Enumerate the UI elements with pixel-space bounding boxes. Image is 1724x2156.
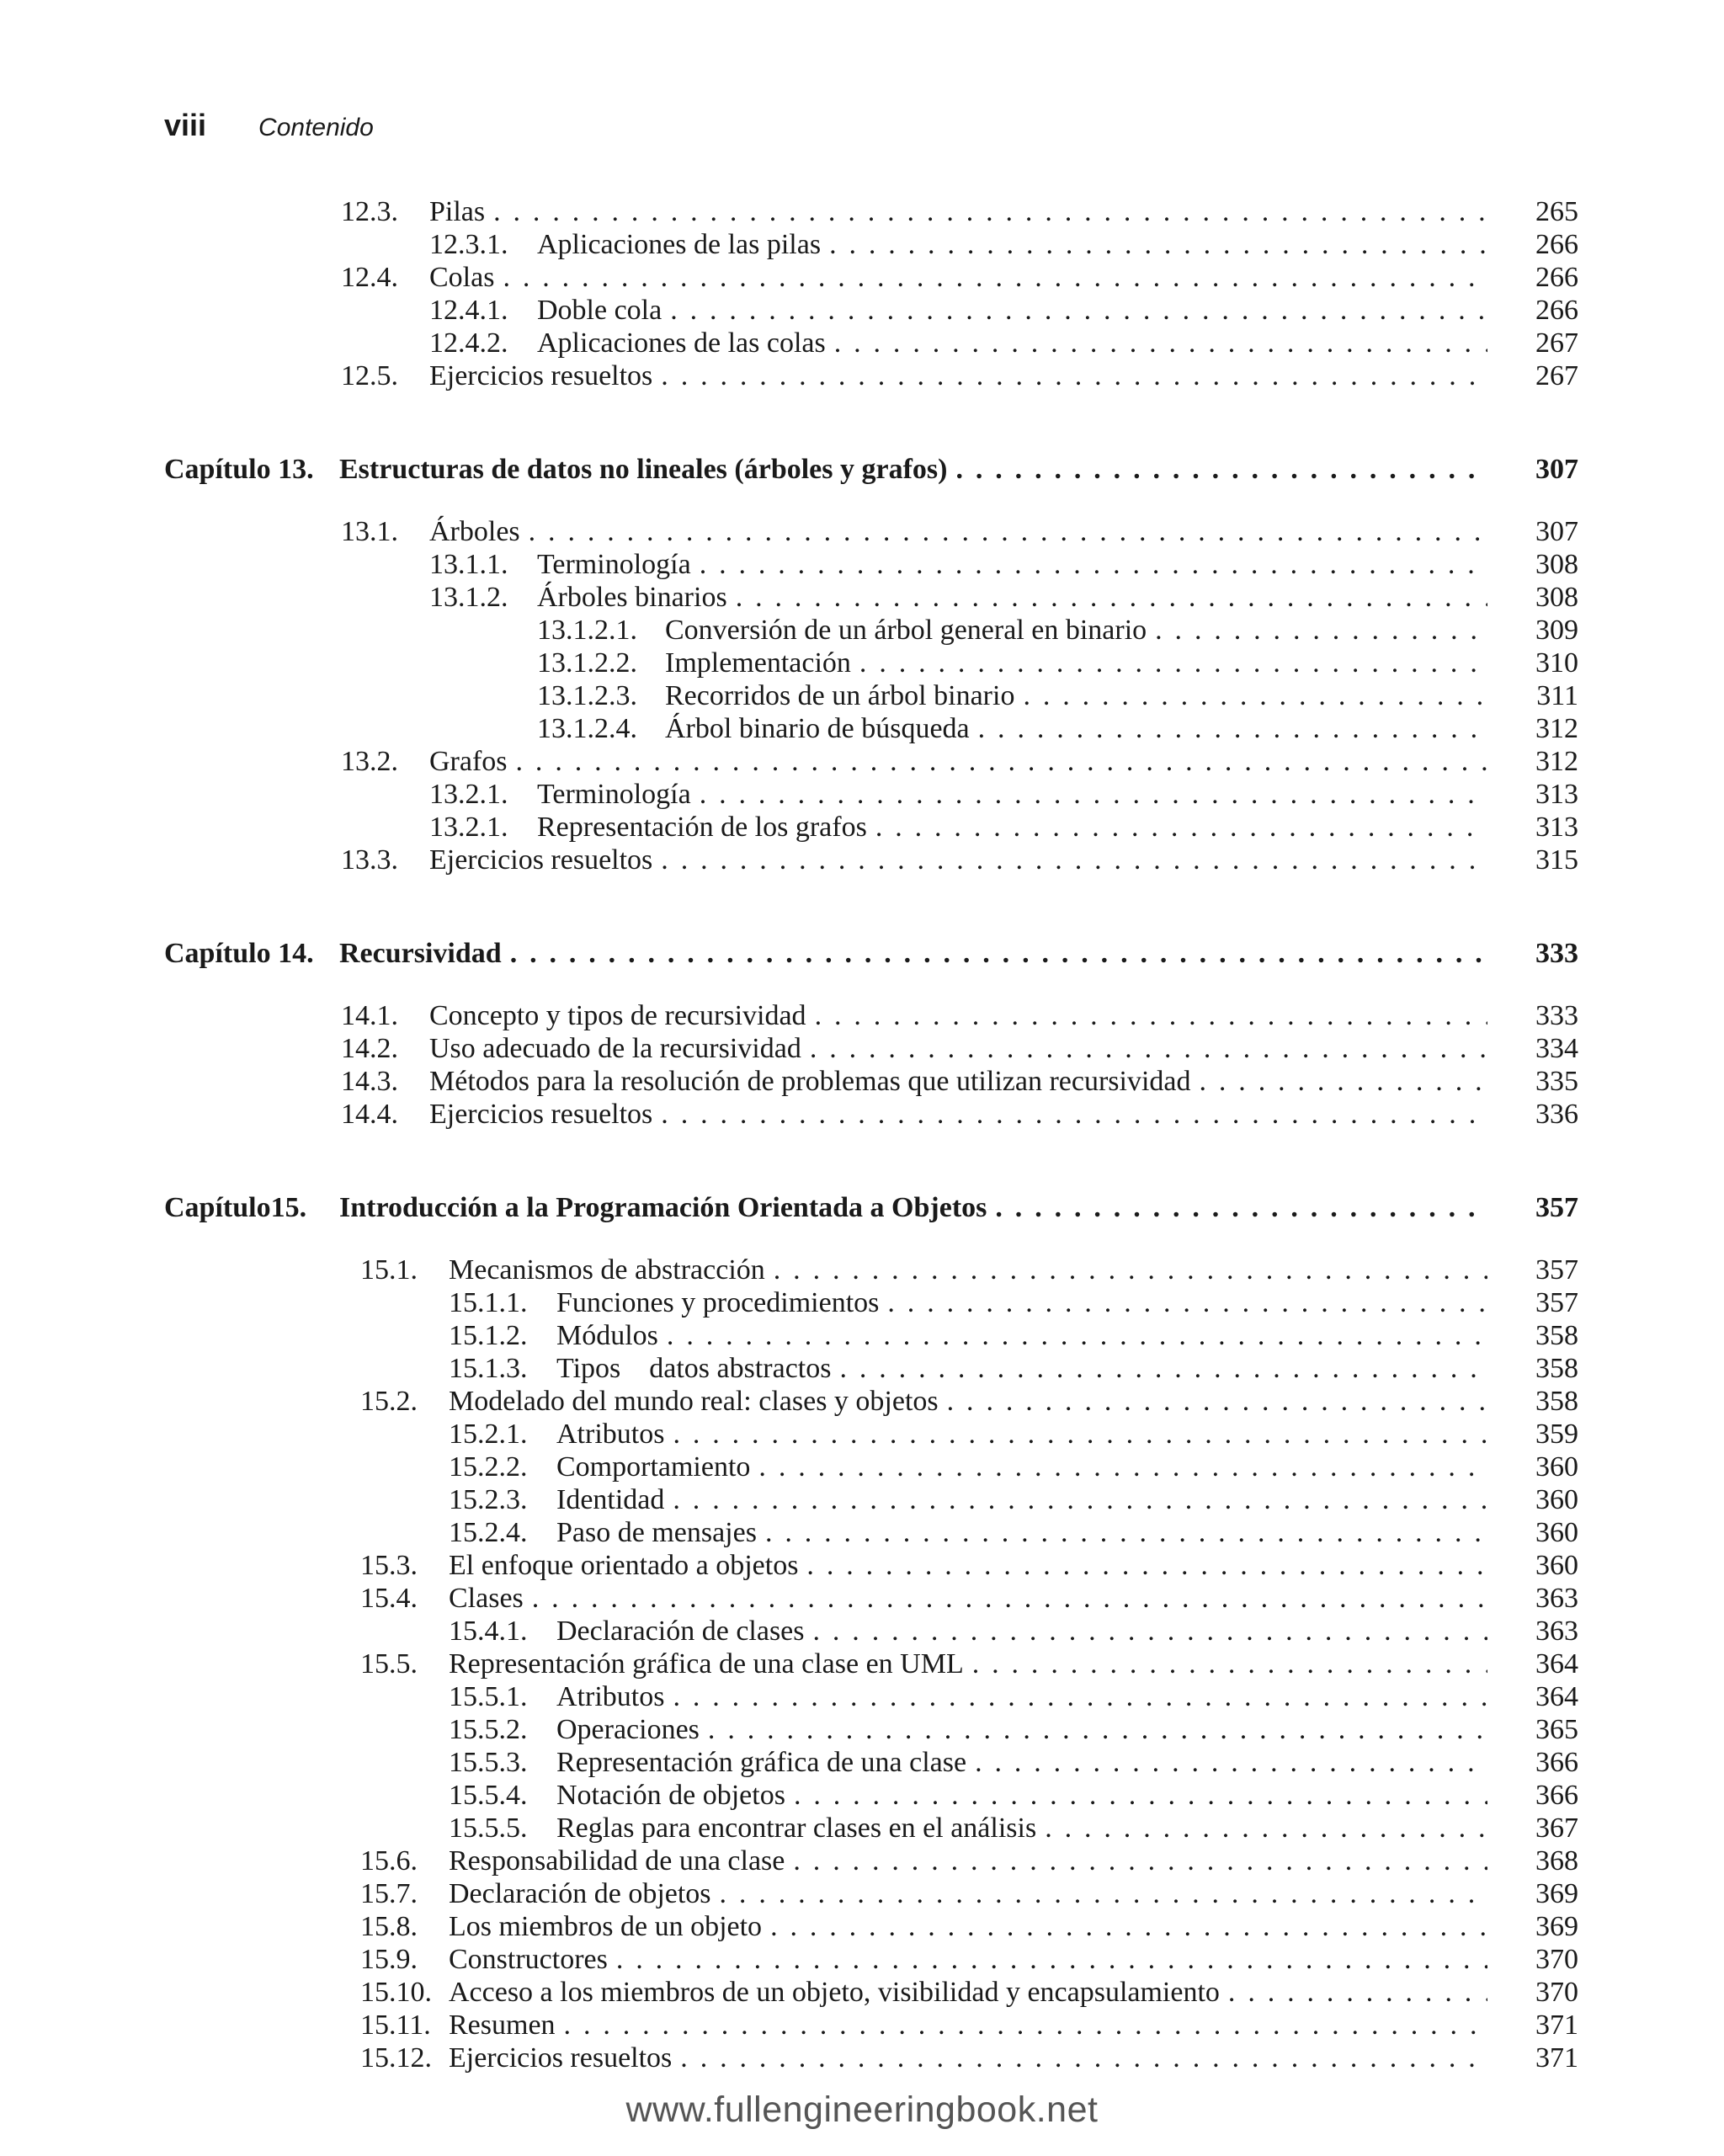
section-title: Implementación xyxy=(665,647,851,679)
title-with-leader xyxy=(556,1483,1487,1516)
dot-leader xyxy=(810,1032,1487,1065)
section-number: 13.1.1. xyxy=(429,549,508,580)
title-with-leader xyxy=(429,745,1487,778)
title-with-leader xyxy=(665,647,1487,679)
section-title: Pilas xyxy=(429,196,486,227)
page-reference: 307 xyxy=(1535,454,1578,485)
section-title: Declaración de clases xyxy=(556,1616,805,1647)
chapter-title: Recursividad xyxy=(339,938,502,969)
section-title: Atributos xyxy=(556,1419,665,1450)
toc-row xyxy=(0,1418,1724,1451)
page-number: viii xyxy=(164,108,207,142)
section-title: Paso de mensajes xyxy=(556,1517,757,1548)
page-reference: 357 xyxy=(1535,1287,1578,1318)
section-title: Colas xyxy=(429,262,495,293)
section-title: Ejercicios resueltos xyxy=(449,2042,673,2073)
section-title: Árboles xyxy=(429,516,520,547)
chapter-number: Capítulo 14. xyxy=(164,938,314,969)
dot-leader xyxy=(720,1877,1487,1910)
section-title: Representación gráfica de una clase en UML xyxy=(449,1648,964,1680)
section-title: Tipos datos abstractos xyxy=(556,1353,832,1384)
section-number: 15.2.1. xyxy=(449,1419,528,1450)
section-number: 13.1.2.4. xyxy=(537,713,637,744)
page-reference: 308 xyxy=(1535,549,1578,580)
section-number: 15.4.1. xyxy=(449,1616,528,1647)
section-number: 15.10. xyxy=(360,1977,432,2008)
title-with-leader xyxy=(556,1615,1487,1648)
page-reference: 358 xyxy=(1535,1320,1578,1351)
toc-row xyxy=(0,712,1724,745)
title-with-leader xyxy=(537,228,1487,261)
toc-row xyxy=(0,1746,1724,1779)
section-title: Clases xyxy=(449,1583,524,1614)
page-reference: 357 xyxy=(1535,1254,1578,1286)
title-with-leader xyxy=(429,1065,1487,1098)
dot-leader xyxy=(793,1845,1487,1877)
page-reference: 360 xyxy=(1535,1484,1578,1515)
page-reference: 312 xyxy=(1535,746,1578,777)
title-with-leader xyxy=(556,1680,1487,1713)
toc-row xyxy=(0,359,1724,392)
title-with-leader xyxy=(339,937,1487,970)
page-reference: 360 xyxy=(1535,1451,1578,1483)
dot-leader xyxy=(955,453,1487,486)
dot-leader xyxy=(978,712,1487,745)
title-with-leader xyxy=(449,1385,1487,1418)
dot-leader xyxy=(1023,679,1487,712)
section-title: Comportamiento xyxy=(556,1451,751,1483)
toc-row xyxy=(0,1845,1724,1877)
section-title: Aplicaciones de las colas xyxy=(537,327,826,359)
toc-row xyxy=(0,515,1724,548)
toc-row xyxy=(0,647,1724,679)
title-with-leader xyxy=(449,2009,1487,2042)
toc-row xyxy=(0,844,1724,876)
page-reference: 370 xyxy=(1535,1977,1578,2008)
toc-row xyxy=(0,294,1724,327)
chapter-title: Introducción a la Programación Orientada a Objetos xyxy=(339,1192,987,1223)
section-title: Uso adecuado de la recursividad xyxy=(429,1033,801,1064)
page-reference: 333 xyxy=(1535,938,1578,969)
section-title: Operaciones xyxy=(556,1714,700,1745)
section-number: 15.6. xyxy=(360,1845,418,1877)
section-title: Modelado del mundo real: clases y objetos xyxy=(449,1386,939,1417)
dot-leader xyxy=(834,327,1487,359)
dot-leader xyxy=(975,1746,1487,1779)
toc-row xyxy=(0,1877,1724,1910)
toc-row xyxy=(0,581,1724,614)
section-number: 15.7. xyxy=(360,1878,418,1909)
dot-leader xyxy=(529,515,1487,548)
dot-leader xyxy=(708,1713,1487,1746)
section-number: 12.3. xyxy=(341,196,398,227)
title-with-leader xyxy=(537,581,1487,614)
section-number: 13.2. xyxy=(341,746,398,777)
dot-leader xyxy=(673,1418,1487,1451)
page-reference: 313 xyxy=(1535,779,1578,810)
title-with-leader xyxy=(665,614,1487,647)
section-number: 15.9. xyxy=(360,1944,418,1975)
toc-row xyxy=(0,1910,1724,1943)
section-number: 15.5. xyxy=(360,1648,418,1680)
chapter-row xyxy=(0,453,1724,486)
section-title: Responsabilidad de una clase xyxy=(449,1845,785,1877)
toc-row xyxy=(0,1065,1724,1098)
toc-row xyxy=(0,1615,1724,1648)
page-reference: 365 xyxy=(1535,1714,1578,1745)
section-number: 15.2. xyxy=(360,1386,418,1417)
title-with-leader xyxy=(556,1746,1487,1779)
dot-leader xyxy=(516,745,1487,778)
page-reference: 360 xyxy=(1535,1550,1578,1581)
toc-row xyxy=(0,228,1724,261)
section-number: 15.2.2. xyxy=(449,1451,528,1483)
title-with-leader xyxy=(537,811,1487,844)
toc-row xyxy=(0,1286,1724,1319)
title-with-leader xyxy=(429,195,1487,228)
title-with-leader xyxy=(449,1845,1487,1877)
title-with-leader xyxy=(339,1191,1487,1224)
toc-row xyxy=(0,1943,1724,1976)
toc-row xyxy=(0,1549,1724,1582)
page-reference: 267 xyxy=(1535,360,1578,391)
page-reference: 371 xyxy=(1535,2010,1578,2041)
section-title: Representación gráfica de una clase xyxy=(556,1747,967,1778)
page-reference: 360 xyxy=(1535,1517,1578,1548)
page-reference: 366 xyxy=(1535,1780,1578,1811)
toc-row xyxy=(0,1713,1724,1746)
page-reference: 371 xyxy=(1535,2042,1578,2073)
toc-row xyxy=(0,1352,1724,1385)
dot-leader xyxy=(673,1680,1487,1713)
chapter-number: Capítulo15. xyxy=(164,1192,307,1223)
page-reference: 363 xyxy=(1535,1616,1578,1647)
section-title: Los miembros de un objeto xyxy=(449,1911,763,1942)
page-reference: 266 xyxy=(1535,229,1578,260)
section-number: 15.5.3. xyxy=(449,1747,528,1778)
page-reference: 334 xyxy=(1535,1033,1578,1064)
footer-url: www.fullengineeringbook.net xyxy=(625,2089,1099,2130)
dot-leader xyxy=(794,1779,1487,1812)
title-with-leader xyxy=(449,2042,1487,2074)
section-title: Grafos xyxy=(429,746,508,777)
title-with-leader xyxy=(556,1319,1487,1352)
title-with-leader xyxy=(429,359,1487,392)
page-reference: 358 xyxy=(1535,1353,1578,1384)
toc-row xyxy=(0,1451,1724,1483)
dot-leader xyxy=(815,999,1487,1032)
title-with-leader xyxy=(537,548,1487,581)
toc-row xyxy=(0,195,1724,228)
chapter-row xyxy=(0,1191,1724,1224)
section-title: Ejercicios resueltos xyxy=(429,360,653,391)
toc-row xyxy=(0,1680,1724,1713)
section-number: 15.1.3. xyxy=(449,1353,528,1384)
title-with-leader xyxy=(449,1976,1487,2009)
page-reference: 265 xyxy=(1535,196,1578,227)
section-number: 15.11. xyxy=(360,2010,431,2041)
chapter-title: Estructuras de datos no lineales (árboles y grafos) xyxy=(339,454,948,485)
section-title: Árboles binarios xyxy=(537,582,727,613)
page-reference: 309 xyxy=(1535,615,1578,646)
section-number: 14.4. xyxy=(341,1099,398,1130)
toc-row xyxy=(0,327,1724,359)
section-title: Árbol binario de búsqueda xyxy=(665,713,970,744)
dot-leader xyxy=(673,1483,1487,1516)
title-with-leader xyxy=(665,712,1487,745)
title-with-leader xyxy=(537,327,1487,359)
section-title: Atributos xyxy=(556,1681,665,1712)
dot-leader xyxy=(859,647,1487,679)
section-title: Identidad xyxy=(556,1484,665,1515)
section-title: Conversión de un árbol general en binario xyxy=(665,615,1147,646)
section-title: Reglas para encontrar clases en el análisis xyxy=(556,1813,1037,1844)
dot-leader xyxy=(503,261,1487,294)
toc-row xyxy=(0,1032,1724,1065)
title-with-leader xyxy=(556,1713,1487,1746)
title-with-leader xyxy=(556,1812,1487,1845)
dot-leader xyxy=(736,581,1487,614)
title-with-leader xyxy=(429,515,1487,548)
toc-row xyxy=(0,999,1724,1032)
toc-row xyxy=(0,1516,1724,1549)
toc-row xyxy=(0,261,1724,294)
section-title: Declaración de objetos xyxy=(449,1878,711,1909)
section-title: Funciones y procedimientos xyxy=(556,1287,880,1318)
toc-row xyxy=(0,1582,1724,1615)
section-number: 15.1.2. xyxy=(449,1320,528,1351)
page-reference: 369 xyxy=(1535,1911,1578,1942)
section-number: 15.1.1. xyxy=(449,1287,528,1318)
title-with-leader xyxy=(429,999,1487,1032)
title-with-leader xyxy=(339,453,1487,486)
section-number: 12.4.2. xyxy=(429,327,508,359)
section-number: 12.5. xyxy=(341,360,398,391)
section-number: 14.3. xyxy=(341,1066,398,1097)
page-reference: 364 xyxy=(1535,1681,1578,1712)
dot-leader xyxy=(806,1549,1487,1582)
toc-row xyxy=(0,1385,1724,1418)
dot-leader xyxy=(1200,1065,1488,1098)
section-number: 12.4. xyxy=(341,262,398,293)
title-with-leader xyxy=(449,1943,1487,1976)
title-with-leader xyxy=(449,1910,1487,1943)
page-reference: 308 xyxy=(1535,582,1578,613)
dot-leader xyxy=(661,844,1487,876)
page-reference: 312 xyxy=(1535,713,1578,744)
dot-leader xyxy=(947,1385,1487,1418)
page-reference: 307 xyxy=(1535,516,1578,547)
page-reference: 368 xyxy=(1535,1845,1578,1877)
dot-leader xyxy=(770,1910,1487,1943)
section-title: Terminología xyxy=(537,779,691,810)
page-reference: 311 xyxy=(1536,680,1578,711)
dot-leader xyxy=(758,1451,1487,1483)
section-title: Notación de objetos xyxy=(556,1780,785,1811)
page-reference: 336 xyxy=(1535,1099,1578,1130)
dot-leader xyxy=(813,1615,1488,1648)
toc-row xyxy=(0,1812,1724,1845)
dot-leader xyxy=(875,811,1487,844)
title-with-leader xyxy=(537,294,1487,327)
section-title: Doble cola xyxy=(537,295,662,326)
toc-row xyxy=(0,778,1724,811)
section-number: 15.12. xyxy=(360,2042,432,2073)
chapter-number: Capítulo 13. xyxy=(164,454,314,485)
section-number: 13.1.2.1. xyxy=(537,615,637,646)
section-number: 13.1.2.3. xyxy=(537,680,637,711)
section-title: Módulos xyxy=(556,1320,658,1351)
toc-row xyxy=(0,2009,1724,2042)
dot-leader xyxy=(661,1098,1487,1131)
dot-leader xyxy=(1155,614,1487,647)
page-reference: 364 xyxy=(1535,1648,1578,1680)
section-number: 15.1. xyxy=(360,1254,418,1286)
section-number: 13.1. xyxy=(341,516,398,547)
page-reference: 363 xyxy=(1535,1583,1578,1614)
section-number: 12.3.1. xyxy=(429,229,508,260)
page-reference: 359 xyxy=(1535,1419,1578,1450)
title-with-leader xyxy=(556,1779,1487,1812)
dot-leader xyxy=(972,1648,1487,1680)
toc-row xyxy=(0,745,1724,778)
dot-leader xyxy=(493,195,1487,228)
dot-leader xyxy=(700,778,1487,811)
page-reference: 357 xyxy=(1535,1192,1578,1223)
dot-leader xyxy=(510,937,1487,970)
title-with-leader xyxy=(429,1032,1487,1065)
dot-leader xyxy=(839,1352,1487,1385)
dot-leader xyxy=(661,359,1487,392)
section-number: 12.4.1. xyxy=(429,295,508,326)
page-reference: 266 xyxy=(1535,295,1578,326)
dot-leader xyxy=(1228,1976,1487,2009)
dot-leader xyxy=(670,294,1487,327)
page-reference: 315 xyxy=(1535,844,1578,876)
title-with-leader xyxy=(449,1582,1487,1615)
title-with-leader xyxy=(556,1286,1487,1319)
title-with-leader xyxy=(556,1418,1487,1451)
section-title: El enfoque orientado a objetos xyxy=(449,1550,799,1581)
toc-row xyxy=(0,1976,1724,2009)
page-reference: 267 xyxy=(1535,327,1578,359)
section-title: Mecanismos de abstracción xyxy=(449,1254,765,1286)
title-with-leader xyxy=(449,1549,1487,1582)
toc-row xyxy=(0,679,1724,712)
title-with-leader xyxy=(429,844,1487,876)
section-title: Métodos para la resolución de problemas que utilizan recursividad xyxy=(429,1066,1191,1097)
title-with-leader xyxy=(556,1516,1487,1549)
toc-row xyxy=(0,1779,1724,1812)
section-number: 13.1.2. xyxy=(429,582,508,613)
dot-leader xyxy=(564,2009,1487,2042)
section-title: Terminología xyxy=(537,549,691,580)
page-reference: 266 xyxy=(1535,262,1578,293)
section-title: Ejercicios resueltos xyxy=(429,1099,653,1130)
dot-leader xyxy=(774,1254,1487,1286)
toc-row xyxy=(0,1254,1724,1286)
chapter-row xyxy=(0,937,1724,970)
title-with-leader xyxy=(556,1352,1487,1385)
running-title: Contenido xyxy=(258,114,374,141)
title-with-leader xyxy=(556,1451,1487,1483)
page-reference: 358 xyxy=(1535,1386,1578,1417)
dot-leader xyxy=(765,1516,1487,1549)
section-number: 15.5.4. xyxy=(449,1780,528,1811)
toc-row xyxy=(0,1648,1724,1680)
section-number: 15.8. xyxy=(360,1911,418,1942)
toc-row xyxy=(0,548,1724,581)
section-number: 14.2. xyxy=(341,1033,398,1064)
page-reference: 313 xyxy=(1535,812,1578,843)
page-reference: 367 xyxy=(1535,1813,1578,1844)
section-number: 15.5.1. xyxy=(449,1681,528,1712)
section-title: Acceso a los miembros de un objeto, visibilidad y encapsulamiento xyxy=(449,1977,1220,2008)
section-number: 15.5.2. xyxy=(449,1714,528,1745)
section-title: Concepto y tipos de recursividad xyxy=(429,1000,806,1031)
page-reference: 335 xyxy=(1535,1066,1578,1097)
page-reference: 310 xyxy=(1535,647,1578,679)
section-title: Constructores xyxy=(449,1944,608,1975)
section-number: 14.1. xyxy=(341,1000,398,1031)
section-number: 15.4. xyxy=(360,1583,418,1614)
page-reference: 366 xyxy=(1535,1747,1578,1778)
toc-row xyxy=(0,811,1724,844)
dot-leader xyxy=(887,1286,1487,1319)
dot-leader xyxy=(700,548,1487,581)
section-title: Resumen xyxy=(449,2010,556,2041)
toc-row xyxy=(0,1319,1724,1352)
section-number: 13.2.1. xyxy=(429,779,508,810)
section-number: 15.3. xyxy=(360,1550,418,1581)
dot-leader xyxy=(532,1582,1487,1615)
title-with-leader xyxy=(537,778,1487,811)
title-with-leader xyxy=(449,1254,1487,1286)
toc-row xyxy=(0,2042,1724,2074)
dot-leader xyxy=(1045,1812,1487,1845)
dot-leader xyxy=(995,1191,1487,1224)
dot-leader xyxy=(667,1319,1487,1352)
section-title: Recorridos de un árbol binario xyxy=(665,680,1015,711)
dot-leader xyxy=(829,228,1487,261)
page-reference: 370 xyxy=(1535,1944,1578,1975)
title-with-leader xyxy=(449,1648,1487,1680)
dot-leader xyxy=(680,2042,1487,2074)
section-title: Aplicaciones de las pilas xyxy=(537,229,822,260)
dot-leader xyxy=(616,1943,1487,1976)
page-reference: 369 xyxy=(1535,1878,1578,1909)
toc-row xyxy=(0,1098,1724,1131)
title-with-leader xyxy=(665,679,1487,712)
title-with-leader xyxy=(429,1098,1487,1131)
section-title: Representación de los grafos xyxy=(537,812,867,843)
page-reference: 333 xyxy=(1535,1000,1578,1031)
section-number: 15.2.4. xyxy=(449,1517,528,1548)
title-with-leader xyxy=(449,1877,1487,1910)
section-number: 15.5.5. xyxy=(449,1813,528,1844)
section-number: 13.3. xyxy=(341,844,398,876)
section-title: Ejercicios resueltos xyxy=(429,844,653,876)
toc-row xyxy=(0,614,1724,647)
section-number: 13.2.1. xyxy=(429,812,508,843)
title-with-leader xyxy=(429,261,1487,294)
toc-row xyxy=(0,1483,1724,1516)
section-number: 13.1.2.2. xyxy=(537,647,637,679)
section-number: 15.2.3. xyxy=(449,1484,528,1515)
